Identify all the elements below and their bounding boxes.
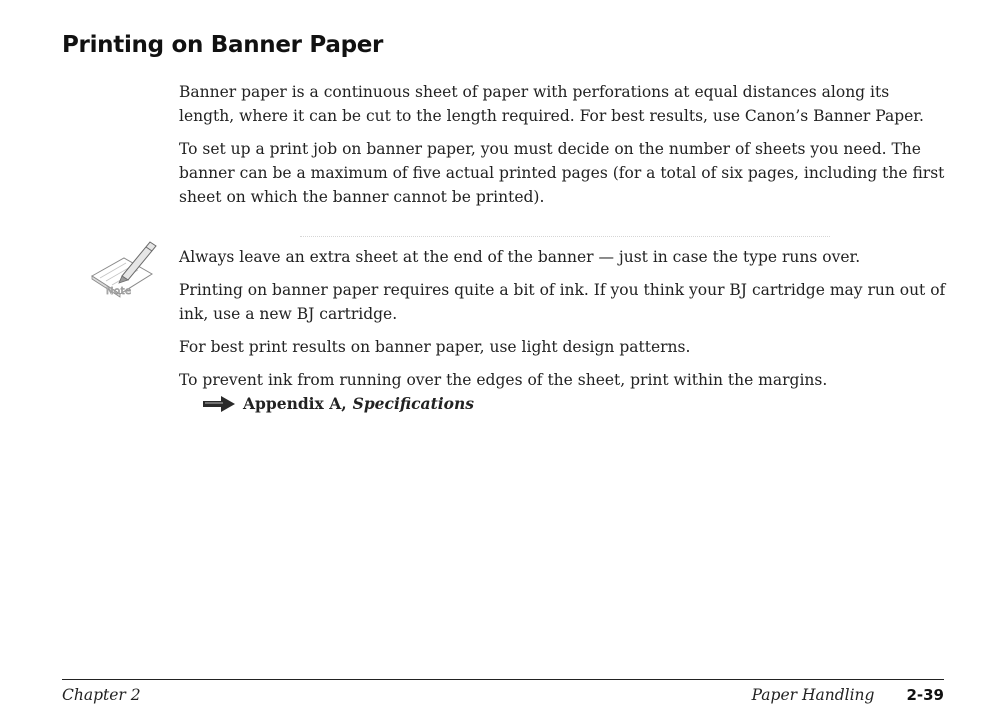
footer-chapter: Chapter 2	[62, 686, 141, 704]
footer-section: Paper Handling	[751, 686, 875, 704]
footer-right	[752, 686, 944, 704]
page-title: Printing on Banner Paper	[62, 32, 384, 58]
arrow-right-icon	[201, 395, 237, 413]
intro-paragraph: Banner paper is a continuous sheet of paper with perforations at equal distances along its length, where it can be cut to the length required. For best results, use Canon’s Banner Paper.	[179, 83, 924, 125]
intro-paragraph: To set up a print job on banner paper, you must decide on the number of sheets you need. The banner can be a maximum of five actual printed pages (for a total of six pages, including the first sheet on which the banner cannot be printed).	[179, 140, 945, 206]
note-label: Note	[106, 286, 132, 297]
note-paragraph: For best print results on banner paper, use light design patterns.	[179, 338, 691, 356]
cross-reference[interactable]	[179, 392, 949, 416]
note-paragraph: Always leave an extra sheet at the end of the banner — just in case the type runs over.	[179, 248, 861, 266]
page-number: 2-39	[906, 686, 944, 704]
intro-section	[179, 80, 949, 218]
section-divider	[300, 236, 830, 237]
xref-title: Specifications	[352, 394, 474, 413]
xref-appendix: Appendix A,	[243, 394, 347, 413]
note-paragraph: To prevent ink from running over the edges of the sheet, print within the margins.	[179, 371, 828, 389]
note-paragraph: Printing on banner paper requires quite a bit of ink. If you think your BJ cartridge may run out of ink, use a new BJ cartridge.	[179, 281, 946, 323]
footer-rule	[62, 679, 944, 680]
note-section	[179, 245, 949, 416]
